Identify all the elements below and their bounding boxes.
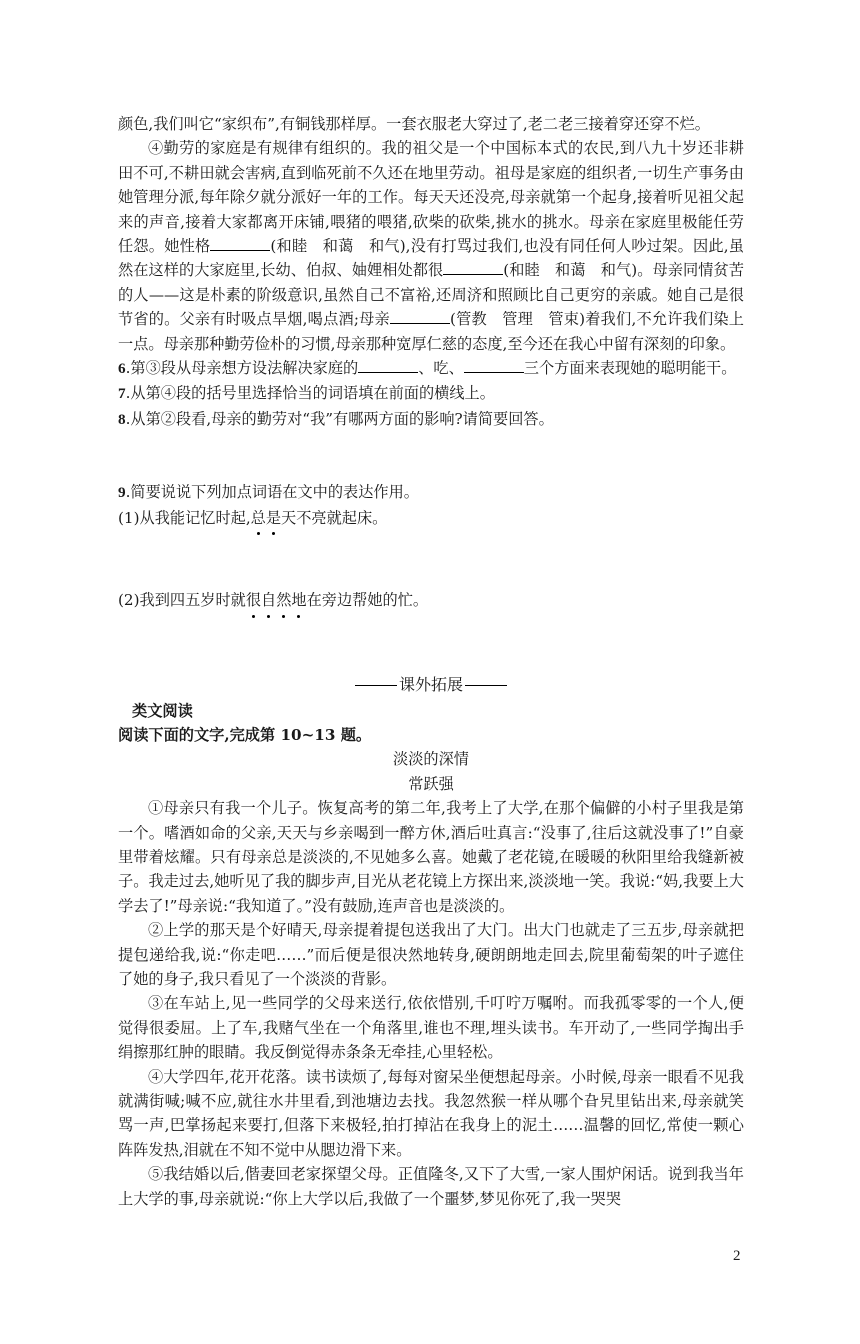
paragraph-4-part-d: (管教 管理 管束)着我们,不允许我们染上一点。母亲那种勤劳俭朴的习惯,母亲那种宽厚仁慈的态度,至今还在我心中留有深刻的印象。 [118, 310, 744, 353]
paragraph-continuation: 颜色,我们叫它“家织布”,有铜钱那样厚。一套衣服老大穿过了,老二老三接着穿还穿不烂。 [118, 115, 710, 133]
paragraph-4-part-b: (和睦 和蔼 和气),没有打骂过我们,也没有同任何人吵过架。因此,虽然在这样的大家庭里,长幼、伯叔、妯娌相处都很 [118, 237, 744, 280]
question-9-item-1 [118, 506, 744, 530]
answer-blank[interactable] [358, 358, 418, 373]
subsection-heading: 类文阅读 [132, 701, 193, 720]
article-paragraph: ⑤我结婚以后,偕妻回老家探望父母。正值隆冬,又下了大雪,一家人围炉闲话。说到我当年上大学的事,母亲就说:“你上大学以后,我做了一个噩梦,梦见你死了,我一哭哭 [118, 1165, 744, 1208]
item-prefix: (1)从我能记忆时起, [118, 508, 251, 527]
question-7-text: .从第④段的括号里选择恰当的词语填在前面的横线上。 [125, 384, 495, 403]
question-number: 7 [118, 385, 126, 403]
article-paragraph: ④大学四年,花开花落。读书读烦了,每每对窗呆坐便想起母亲。小时候,母亲一眼看不见我就满街喊;喊不应,就往水井里看,到池塘边去找。我忽然猴一样从哪个旮旯里钻出来,母亲就笑骂一声,巴掌扬起来要打,但落下来极轻,拍打掉沾在我身上的泥土……温馨的回忆,常使一颗心阵阵发热,泪就在不知不觉中从腮边滑下来。 [118, 1067, 744, 1159]
answer-space[interactable] [118, 432, 744, 480]
article-paragraph: ②上学的那天是个好晴天,母亲提着提包送我出了大门。出大门也就走了三五步,母亲就把提包递给我,说:“你走吧……”而后便是很决然地转身,硬朗朗地走回去,院里葡萄架的叶子遮住了她的身子,我只看见了一个淡淡的背影。 [118, 921, 744, 988]
page-content [118, 112, 744, 1211]
reading-instruction: 阅读下面的文字,完成第 10~13 题。 [118, 725, 372, 744]
question-9-text: .简要说说下列加点词语在文中的表达作用。 [125, 483, 419, 502]
question-9 [118, 480, 744, 505]
item-suffix: 在旁边帮她的忙。 [306, 591, 429, 610]
item-suffix: 天不亮就起床。 [281, 508, 388, 527]
section-heading [118, 673, 744, 697]
dotted-character: 然 [276, 588, 291, 612]
divider [355, 685, 397, 686]
question-9-item-2 [118, 588, 744, 612]
question-6 [118, 356, 744, 381]
question-6-part-c: 三个方面来表现她的聪明能干。 [523, 359, 737, 378]
question-7 [118, 381, 744, 406]
article-paragraph: ①母亲只有我一个儿子。恢复高考的第二年,我考上了大学,在那个偏僻的小村子里我是第一个。嗜酒如命的父亲,天天与乡亲喝到一醉方休,酒后吐真言:“没事了,往后这就没事了!”自豪里带着炫耀。只有母亲总是淡淡的,不见她多么喜。她戴了老花镜,在暖暖的秋阳里给我缝新被子。我走过去,她听见了我的脚步声,目光从老花镜上方探出来,淡淡地一笑。我说:“妈,我要上大学去了!”母亲说:“我知道了。”没有鼓励,连声音也是淡淡的。 [118, 799, 744, 915]
article-author: 常跃强 [408, 774, 454, 793]
question-number: 9 [118, 484, 126, 502]
paragraph-4-part-a: ④勤劳的家庭是有规律有组织的。我的祖父是一个中国标本式的农民,到八九十岁还非耕田不可,不耕田就会害病,直到临死前不久还在地里劳动。祖母是家庭的组织者,一切生产事务由她管理分派,每年除夕就分派好一年的工作。每天天还没亮,母亲就第一个起身,接着听见祖父起来的声音,接着大家都离开床铺,喂猪的喂猪,砍柴的砍柴,挑水的挑水。母亲在家庭里极能任劳任怨。她性格 [118, 139, 744, 256]
dotted-character: 地 [291, 588, 306, 612]
dotted-character: 自 [261, 588, 276, 612]
question-6-part-a: .第③段从母亲想方设法解决家庭的 [125, 359, 359, 378]
article-title: 淡淡的深情 [393, 750, 469, 769]
answer-space[interactable] [118, 613, 744, 667]
article-paragraph: ③在车站上,见一些同学的父母来送行,依依惜别,千叮咛万嘱咐。而我孤零零的一个人,便觉得很委屈。上了车,我赌气坐在一个角落里,谁也不理,埋头读书。车开动了,一些同学掏出手绢擦那红肿的眼睛。我反倒觉得赤条条无牵挂,心里轻松。 [118, 994, 744, 1062]
dotted-character: 很 [246, 588, 261, 612]
answer-blank[interactable] [390, 309, 450, 324]
question-number: 6 [118, 360, 126, 378]
paragraph-4 [118, 136, 744, 356]
answer-space[interactable] [118, 530, 744, 588]
section-title: 课外拓展 [398, 674, 463, 694]
item-prefix: (2)我到四五岁时就 [118, 591, 246, 610]
answer-blank[interactable] [210, 236, 270, 251]
question-6-part-b: 、吃、 [418, 359, 464, 378]
question-8 [118, 407, 744, 432]
divider [465, 685, 507, 686]
page-number: 2 [733, 1248, 741, 1264]
question-8-text: .从第②段看,母亲的勤劳对“我”有哪两方面的影响?请简要回答。 [125, 409, 554, 428]
dotted-character: 是 [266, 506, 281, 530]
answer-blank[interactable] [443, 260, 503, 275]
question-number: 8 [118, 410, 126, 428]
answer-blank[interactable] [464, 358, 524, 373]
dotted-character: 总 [251, 506, 266, 530]
paragraph-4-part-c: (和睦 和蔼 和气)。母亲同情贫苦的人——这是朴素的阶级意识,虽然自己不富裕,还周济和照顾比自己更穷的亲戚。她自己是很节省的。父亲有时吸点旱烟,喝点酒;母亲 [118, 261, 744, 329]
